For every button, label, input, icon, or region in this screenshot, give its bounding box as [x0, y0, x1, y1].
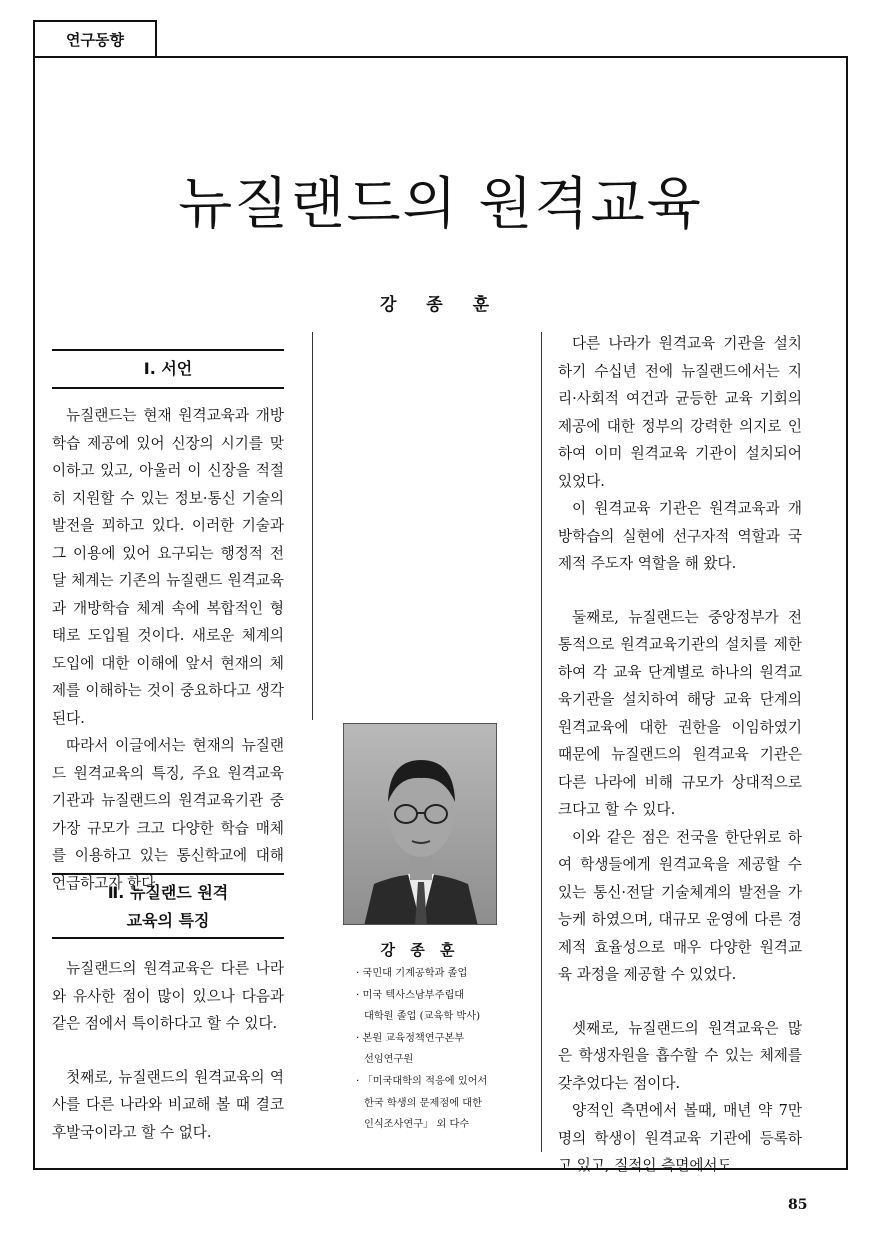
author-photo — [343, 723, 497, 925]
intro-paragraph-1: 뉴질랜드는 현재 원격교육과 개방학습 제공에 있어 신장의 시기를 맞이하고 있고, 아울러 이 신장을 적절히 지원할 수 있는 정보·통신 기술의 발전을 꾀하고 있다. 이러한 기술과 그 이용에 있어 요구되는 행정적 전달 체계는 기존의 뉴질랜드 원격교육과 개방학습 체계 속에 복합적인 형태로 도입될 것이다. 새로운 체계의 도입에 대한 이해에 앞서 현재의 체제를 이해하는 것이 중요하다고 생각된다. — [52, 407, 284, 727]
left-column-section2 — [52, 955, 284, 1146]
bio-line: 한국 학생의 문제점에 대한 — [364, 1097, 482, 1109]
features-paragraph-1: 뉴질랜드의 원격교육은 다른 나라와 유사한 점이 많이 있으나 다음과 같은 점에서 특이하다고 할 수 있다. — [52, 960, 284, 1032]
right-paragraph-third: 셋째로, 뉴질랜드의 원격교육은 많은 학생자원을 흡수할 수 있는 체제를 갖추었다는 점이다. — [558, 1019, 802, 1092]
right-paragraph-second: 둘째로, 뉴질랜드는 중앙정부가 전통적으로 원격교육기관의 설치를 제한하여 각 교육 단계별로 하나의 원격교육기관을 설치하여 해당 교육 단계의 원격교육에 대한 권한을 이임하였기 때문에 뉴질랜드의 원격교육 기관은 다른 나라에 비해 규모가 상대적으로 크다고 할 수 있다. — [558, 608, 802, 818]
section-heading-features-line2: 교육의 특징 — [126, 911, 210, 930]
column-divider-left — [312, 332, 313, 720]
bio-line: · 미국 텍사스남부주립대 — [356, 989, 465, 1001]
intro-paragraph-2: 따라서 이글에서는 현재의 뉴질랜드 원격교육의 특징, 주요 원격교육기관과 뉴질랜드의 원격교육기관 중 가장 규모가 크고 다양한 학습 매체를 이용하고 있는 통신학교에 대해 언급하고자 한다. — [52, 737, 284, 892]
bio-line: · 국민대 기계공학과 졸업 — [356, 968, 468, 979]
category-tab: 연구동향 — [33, 20, 157, 56]
features-paragraph-first: 첫째로, 뉴질랜드의 원격교육의 역사를 다른 나라와 비교해 볼 때 결코 후발국이라고 할 수 없다. — [52, 1068, 284, 1141]
bio-line: 인식조사연구」 외 다수 — [364, 1119, 470, 1131]
right-paragraph-1: 다른 나라가 원격교육 기관을 설치하기 수십년 전에 뉴질랜드에서는 지리·사회적 여건과 균등한 교육 기회의 제공에 대한 정부의 강력한 의지로 인하여 이미 원격교육 기관이 설치되어 있었다. — [558, 335, 802, 490]
bio-line: 대학원 졸업 (교육학 박사) — [364, 1011, 481, 1023]
column-divider-right — [541, 332, 542, 1152]
right-paragraph-4: 이와 같은 점은 전국을 한단위로 하여 학생들에게 원격교육을 제공할 수 있는 통신·전달 기술체계의 발전을 가능케 하였으며, 대규모 운영에 다른 경제적 효율성으로 매우 다양한 원격교육 과정을 제공할 수 있었다. — [558, 828, 802, 983]
right-paragraph-6: 양적인 측면에서 볼때, 매년 약 7만명의 학생이 원격교육 기관에 등록하고 있고, 질적인 측면에서도 — [558, 1102, 802, 1174]
section-heading-intro: Ⅰ. 서언 — [52, 349, 284, 389]
left-column — [52, 402, 284, 897]
author-bio — [356, 963, 504, 1136]
right-column — [558, 330, 802, 1180]
article-author: 강 종 훈 — [379, 295, 502, 315]
page-number: 85 — [788, 1197, 808, 1213]
bio-name: 강 종 훈 — [380, 941, 460, 959]
section-heading-features-line1: Ⅱ. 뉴질랜드 원격 — [107, 883, 229, 902]
right-paragraph-2: 이 원격교육 기관은 원격교육과 개방학습의 실현에 선구자적 역할과 국제적 주도자 역할을 해 왔다. — [558, 500, 802, 572]
section-heading-features — [52, 873, 284, 939]
bio-line: · 「미국대학의 적응에 있어서 — [356, 1075, 488, 1087]
article-title: 뉴질랜드의 원격교육 — [178, 172, 703, 237]
bio-line: · 본원 교육정책연구본부 — [356, 1032, 465, 1044]
author-portrait-illustration — [344, 724, 497, 925]
bio-line: 선임연구원 — [364, 1054, 414, 1066]
